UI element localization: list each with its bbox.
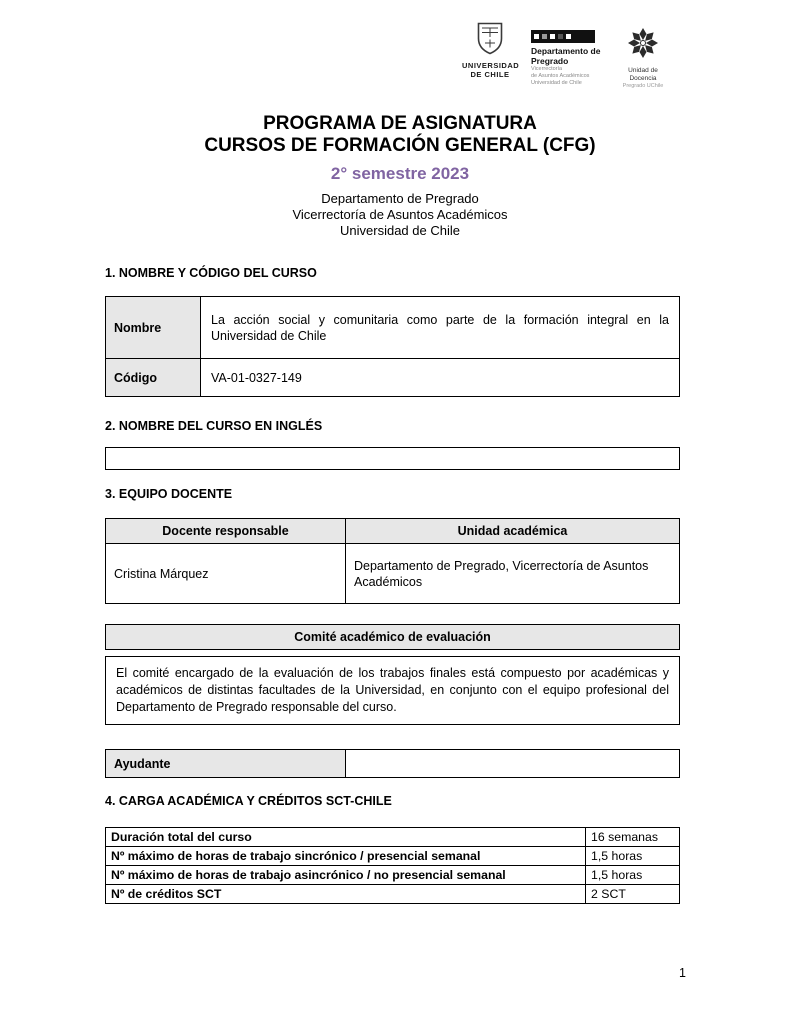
table-row — [106, 750, 680, 778]
ayudante-value-cell — [346, 750, 680, 778]
table-row — [106, 866, 680, 885]
uchile-crest-icon — [476, 22, 504, 56]
page-number: 1 — [679, 966, 686, 980]
docencia-logo — [614, 22, 672, 90]
pregrado-logo-mark-icon — [531, 30, 595, 43]
docente-name-cell: Cristina Márquez — [106, 544, 346, 604]
nombre-label-cell: Nombre — [106, 297, 201, 359]
ayudante-table — [105, 749, 680, 778]
docencia-logo-sub: Pregrado UChile — [622, 83, 664, 89]
credits-row-label: Nº máximo de horas de trabajo asincrónico / no presencial semanal — [106, 866, 586, 885]
credits-row-value: 2 SCT — [586, 885, 680, 904]
section-3-heading: 3. EQUIPO DOCENTE — [105, 487, 233, 501]
course-name-code-table — [105, 296, 680, 397]
document-body — [105, 266, 680, 904]
table-row — [106, 847, 680, 866]
credits-row-label: Nº máximo de horas de trabajo sincrónico / presencial semanal — [106, 847, 586, 866]
table-row — [106, 885, 680, 904]
table-row — [106, 297, 680, 359]
document-title-line2: CURSOS DE FORMACIÓN GENERAL (CFG) — [204, 135, 596, 156]
nombre-value-cell: La acción social y comunitaria como parte de la formación integral en la Universidad de Chile — [201, 297, 680, 359]
credits-row-value: 1,5 horas — [586, 847, 680, 866]
uchile-logo — [462, 22, 518, 79]
docencia-logo-title: Unidad de Docencia — [628, 67, 658, 82]
english-name-table — [105, 447, 680, 470]
subtitle-universidad: Universidad de Chile — [340, 223, 460, 238]
docente-column-header: Docente responsable — [106, 519, 346, 544]
table-row — [106, 359, 680, 397]
table-header-row — [106, 519, 680, 544]
codigo-label-cell: Código — [106, 359, 201, 397]
table-row — [106, 448, 680, 470]
title-block — [0, 113, 800, 239]
uchile-logo-text-line2: DE CHILE — [470, 70, 510, 79]
subtitle-vicerrectoria: Vicerrectoría de Asuntos Académicos — [292, 207, 508, 222]
credits-row-value: 1,5 horas — [586, 866, 680, 885]
uchile-logo-text-line1: UNIVERSIDAD — [462, 61, 520, 70]
comite-description-text: El comité encargado de la evaluación de los trabajos finales está compuesto por académicas y académicos de distintas facultades de la Universidad, en conjunto con el equipo profesional del Departamento de Pregrado responsable del curso. — [105, 656, 680, 725]
codigo-value-cell: VA-01-0327-149 — [201, 359, 680, 397]
ayudante-label-cell: Ayudante — [106, 750, 346, 778]
credits-row-label: Duración total del curso — [106, 828, 586, 847]
pregrado-logo-sub3: Universidad de Chile — [531, 80, 582, 86]
subtitle-departamento: Departamento de Pregrado — [321, 191, 479, 206]
english-name-cell — [106, 448, 680, 470]
semester-subtitle: 2° semestre 2023 — [330, 164, 470, 183]
table-row — [106, 828, 680, 847]
pregrado-logo-title: Departamento de Pregrado — [531, 46, 601, 66]
docencia-rosette-icon — [626, 26, 660, 60]
document-title-line1: PROGRAMA DE ASIGNATURA — [263, 113, 537, 134]
credits-row-value: 16 semanas — [586, 828, 680, 847]
header-logos — [462, 22, 672, 90]
comite-header: Comité académico de evaluación — [105, 624, 680, 650]
unidad-column-header: Unidad académica — [346, 519, 680, 544]
pregrado-logo — [531, 22, 601, 87]
pregrado-logo-sub1: Vicerrectoría — [531, 66, 563, 72]
section-2-heading: 2. NOMBRE DEL CURSO EN INGLÉS — [105, 419, 323, 433]
credits-row-label: Nº de créditos SCT — [106, 885, 586, 904]
unidad-academica-cell: Departamento de Pregrado, Vicerrectoría de Asuntos Académicos — [346, 544, 680, 604]
section-1-heading: 1. NOMBRE Y CÓDIGO DEL CURSO — [105, 266, 317, 280]
pregrado-logo-sub2: de Asuntos Académicos — [531, 73, 590, 79]
table-row — [106, 544, 680, 604]
teaching-team-table — [105, 518, 680, 604]
section-4-heading: 4. CARGA ACADÉMICA Y CRÉDITOS SCT-CHILE — [105, 794, 392, 808]
credits-table — [105, 827, 680, 904]
